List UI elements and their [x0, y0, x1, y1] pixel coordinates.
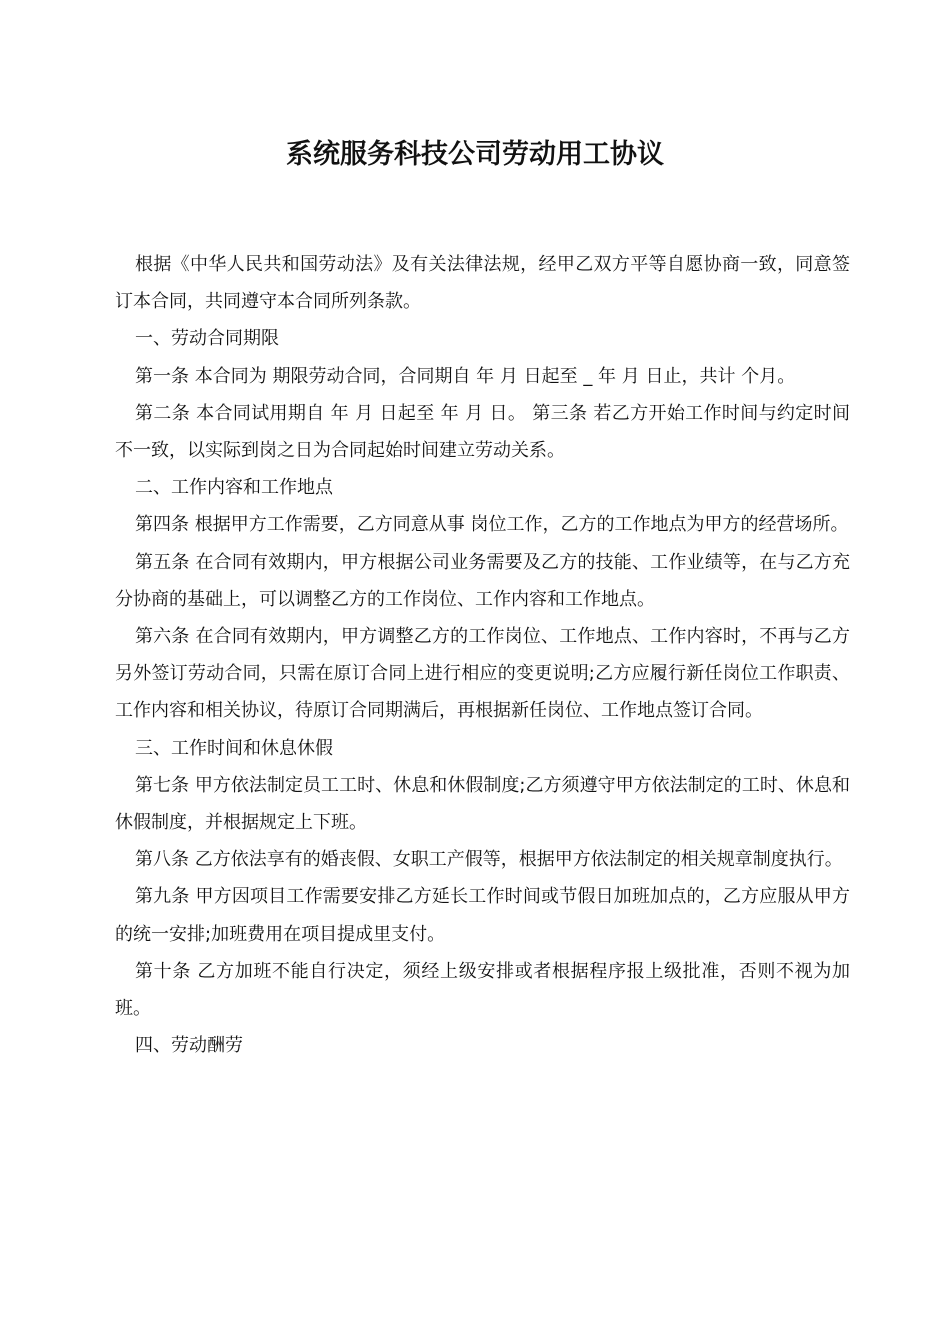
document-body — [115, 246, 850, 1064]
article-5: 第五条 在合同有效期内，甲方根据公司业务需要及乙方的技能、工作业绩等，在与乙方充分协商的基础上，可以调整乙方的工作岗位、工作内容和工作地点。 — [115, 551, 850, 610]
document-title: 系统服务科技公司劳动用工协议 — [286, 139, 664, 170]
article-6: 第六条 在合同有效期内，甲方调整乙方的工作岗位、工作地点、工作内容时，不再与乙方另外签订劳动合同，只需在原订合同上进行相应的变更说明;乙方应履行新任岗位工作职责、工作内容和相关协议，待原订合同期满后，再根据新任岗位、工作地点签订合同。 — [115, 626, 850, 722]
section-heading-1: 一、劳动合同期限 — [135, 328, 279, 350]
article-10: 第十条 乙方加班不能自行决定，须经上级安排或者根据程序报上级批准，否则不视为加班。 — [115, 960, 850, 1020]
article-9: 第九条 甲方因项目工作需要安排乙方延长工作时间或节假日加班加点的，乙方应服从甲方的统一安排;加班费用在项目提成里支付。 — [115, 886, 850, 945]
paragraph-preamble: 根据《中华人民共和国劳动法》及有关法律法规，经甲乙双方平等自愿协商一致，同意签订本合同，共同遵守本合同所列条款。 — [115, 254, 850, 313]
article-7: 第七条 甲方依法制定员工工时、休息和休假制度;乙方须遵守甲方依法制定的工时、休息和休假制度，并根据规定上下班。 — [115, 774, 850, 834]
section-heading-3: 三、工作时间和休息休假 — [135, 737, 333, 759]
article-4: 第四条 根据甲方工作需要，乙方同意从事 岗位工作，乙方的工作地点为甲方的经营场所。 — [135, 514, 849, 536]
article-2-3: 第二条 本合同试用期自 年 月 日起至 年 月 日。 第三条 若乙方开始工作时间与约定时间不一致，以实际到岗之日为合同起始时间建立劳动关系。 — [115, 402, 850, 462]
article-1: 第一条 本合同为 期限劳动合同，合同期自 年 月 日起至 _ 年 月 日止，共计 个月。 — [135, 365, 796, 387]
section-heading-2: 二、工作内容和工作地点 — [135, 477, 333, 499]
section-heading-4: 四、劳动酬劳 — [135, 1035, 243, 1057]
article-8: 第八条 乙方依法享有的婚丧假、女职工产假等，根据甲方依法制定的相关规章制度执行。 — [135, 849, 843, 871]
